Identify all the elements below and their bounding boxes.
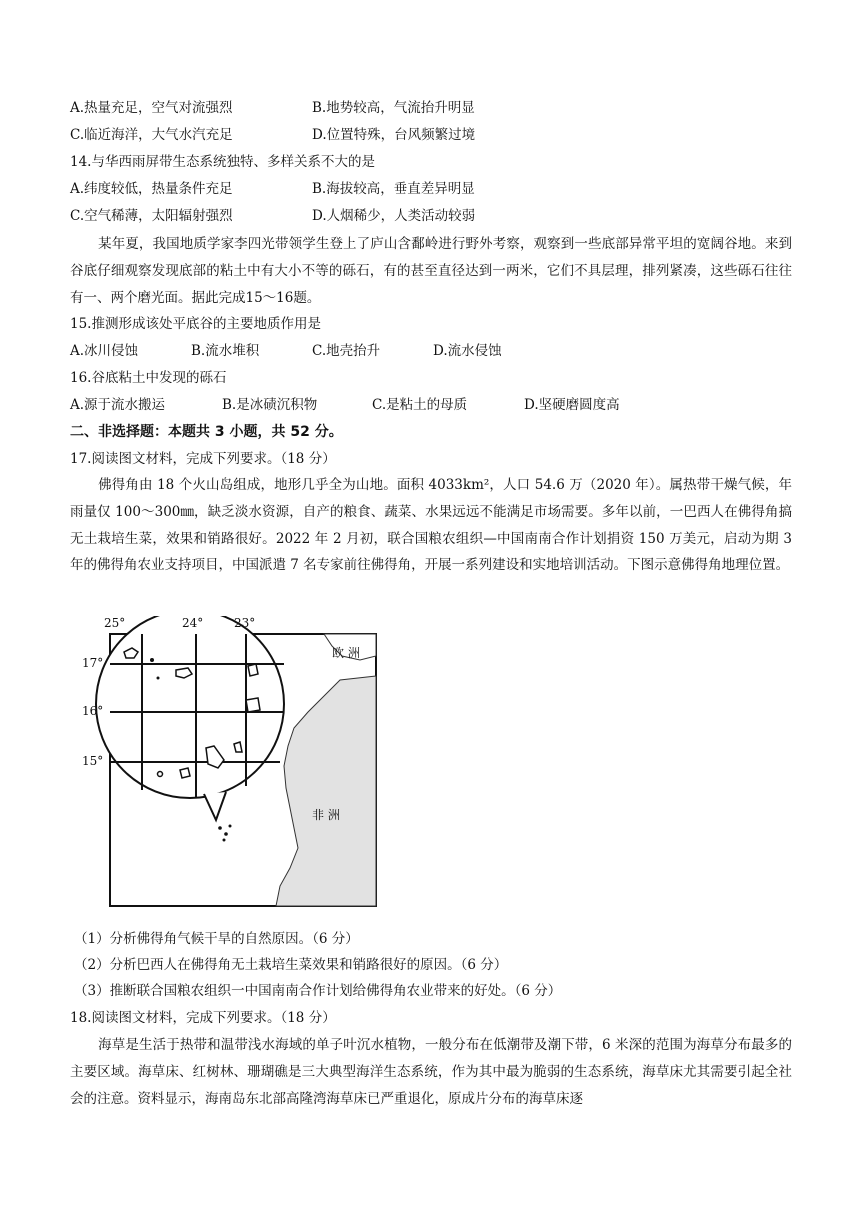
q15-stem: 15.推测形成该处平底谷的主要地质作用是 xyxy=(70,316,321,332)
q17-stem: 17.阅读图文材料，完成下列要求。（18 分） xyxy=(70,451,336,467)
island-sal xyxy=(248,664,258,676)
q15-option-a: A.冰川侵蚀 xyxy=(70,343,139,359)
label-lon-25: 25° xyxy=(104,616,126,630)
island-sao-vicente xyxy=(150,658,154,662)
q14-option-a: A.纬度较低，热量条件充足 xyxy=(70,181,233,197)
cape-verde-map xyxy=(80,616,380,910)
q16-option-d: D.坚硬磨圆度高 xyxy=(524,397,620,413)
label-africa: 非 洲 xyxy=(312,808,340,822)
q15-option-c: C.地壳抬升 xyxy=(312,343,381,359)
island-santa-luzia xyxy=(157,677,160,680)
q17-passage-text: 佛得角由 18 个火山岛组成，地形几乎全为山地。面积 4033km²，人口 54.6 万（2020 年）。属热带干燥气候，年雨量仅 100～300㎜，缺乏淡水资源，自产的粮食、蔬菜、水果远远不能满足市场需要。多年以前，一巴西人在佛得角搞无土栽培生菜，效果和销路很好。2022 年 2 月初，联合国粮农组织—中国南南合作计划捐资 150 万美元，启动为期 3 年的佛得角农业支持项目，中国派遣 7 名专家前往佛得角，开展一系列建设和实地培训活动。下图示意佛得角地理位置。 xyxy=(70,477,792,574)
q15-option-d: D.流水侵蚀 xyxy=(433,343,502,359)
q16-option-b: B.是冰碛沉积物 xyxy=(222,397,318,413)
section-2-heading: 二、非选择题：本题共 3 小题，共 52 分。 xyxy=(70,424,343,440)
q17-passage xyxy=(70,472,792,579)
island-boa-vista xyxy=(246,698,260,712)
q14-option-d: D.人烟稀少，人类活动较弱 xyxy=(312,208,476,224)
q18-stem: 18.阅读图文材料，完成下列要求。（18 分） xyxy=(70,1010,336,1026)
islands-dot-3 xyxy=(229,825,232,828)
q16-stem: 16.谷底粘土中发现的砾石 xyxy=(70,370,227,386)
label-lon-24: 24° xyxy=(182,616,204,630)
q17-sub3: （3）推断联合国粮农组织一中国南南合作计划给佛得角农业带来的好处。（6 分） xyxy=(74,983,562,999)
q14-stem: 14.与华西雨屏带生态系统独特、多样关系不大的是 xyxy=(70,154,375,170)
q13-option-b: B.地势较高，气流抬升明显 xyxy=(312,100,475,116)
q14-option-b: B.海拔较高，垂直差异明显 xyxy=(312,181,475,197)
q13-option-a: A.热量充足，空气对流强烈 xyxy=(70,100,233,116)
q13-option-d: D.位置特殊，台风频繁过境 xyxy=(312,127,476,143)
q15-option-b: B.流水堆积 xyxy=(191,343,260,359)
label-lat-17: 17° xyxy=(82,656,104,670)
q18-passage xyxy=(70,1032,792,1112)
label-lat-15: 15° xyxy=(82,754,104,768)
q14-option-c: C.空气稀薄，太阳辐射强烈 xyxy=(70,208,233,224)
label-lat-16: 16° xyxy=(82,704,104,718)
q17-sub1: （1）分析佛得角气候干旱的自然原因。（6 分） xyxy=(74,931,359,947)
passage-15-16 xyxy=(70,231,792,311)
islands-dot-2 xyxy=(224,832,228,836)
islands-dot-1 xyxy=(218,826,222,830)
label-europe: 欧 洲 xyxy=(332,646,360,660)
island-brava xyxy=(158,772,163,777)
island-maio xyxy=(234,742,242,752)
passage-15-16-text: 某年夏，我国地质学家李四光带领学生登上了庐山含鄱岭进行野外考察，观察到一些底部异常平坦的宽阔谷地。来到谷底仔细观察发现底部的粘土中有大小不等的砾石，有的甚至直径达到一两米，它们不具层理，排列紧凑，这些砾石往往有一、两个磨光面。据此完成15～16题。 xyxy=(70,236,792,306)
q16-option-c: C.是粘土的母质 xyxy=(372,397,468,413)
island-fogo xyxy=(180,768,190,778)
q16-option-a: A.源于流水搬运 xyxy=(70,397,166,413)
islands-dot-4 xyxy=(223,839,226,842)
label-lon-23: 23° xyxy=(234,616,256,630)
q13-option-c: C.临近海洋，大气水汽充足 xyxy=(70,127,233,143)
q17-sub2: （2）分析巴西人在佛得角无土栽培生菜效果和销路很好的原因。（6 分） xyxy=(74,957,508,973)
q18-passage-text: 海草是生活于热带和温带浅水海域的单子叶沉水植物，一般分布在低潮带及潮下带，6 米深的范围为海草分布最多的主要区域。海草床、红树林、珊瑚礁是三大典型海洋生态系统，作为其中最为脆弱的生态系统，海草床尤其需要引起全社会的注意。资料显示，海南岛东北部高隆湾海草床已严重退化，原成片分布的海草床逐 xyxy=(70,1037,792,1107)
